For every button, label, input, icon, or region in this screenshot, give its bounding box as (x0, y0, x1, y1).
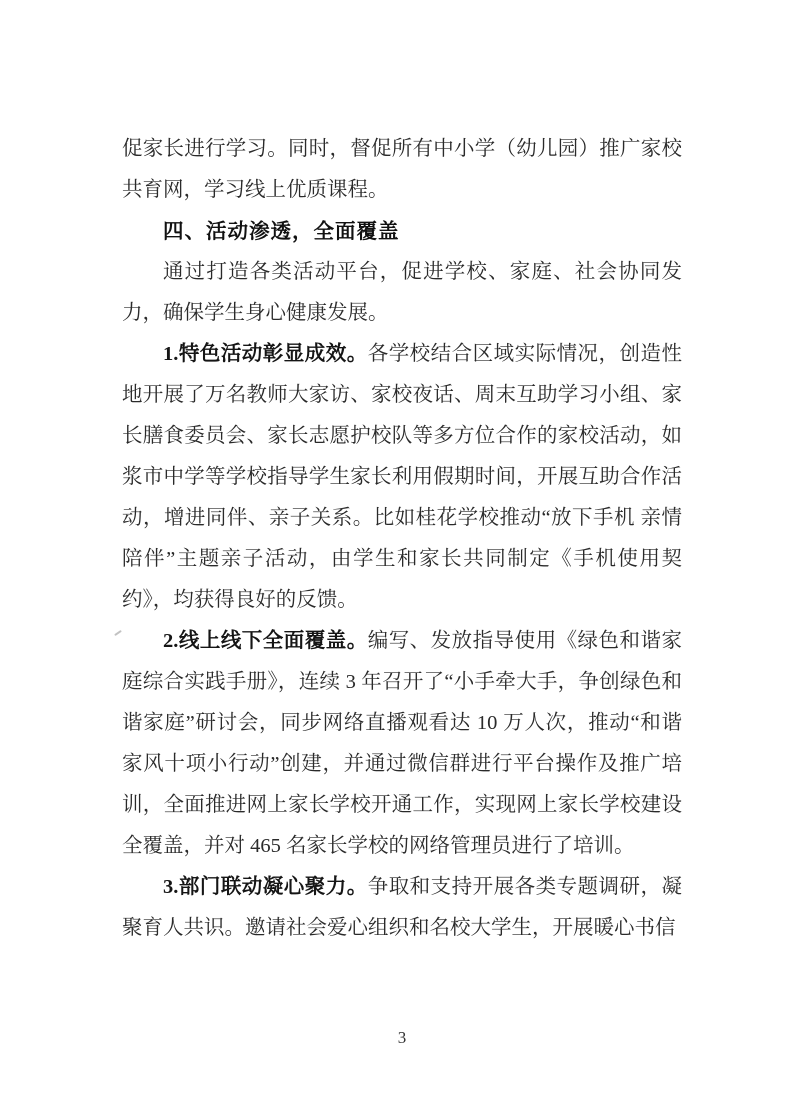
page-footer (122, 1028, 682, 1048)
section-heading: 四、活动渗透，全面覆盖 (163, 220, 400, 243)
paragraph-lead: 3.部门联动凝心聚力。 (163, 876, 368, 898)
text-block (122, 129, 682, 949)
paragraph-lead: 1.特色活动彰显成效。 (163, 343, 368, 365)
page-number: 3 (397, 1028, 407, 1047)
scan-speck (114, 630, 122, 636)
paragraph (122, 334, 682, 621)
paragraph (122, 621, 682, 867)
paragraph: 通过打造各类活动平台，促进学校、家庭、社会协同发力，确保学生身心健康发展。 (122, 261, 682, 324)
paragraph-text: 编写、发放指导使用《绿色和谐家庭综合实践手册》，连续 3 年召开了“小手牵大手，争创绿色和谐家庭”研讨会，同步网络直播观看达 10 万人次，推动“和谐家风十项小行动”创建，并通过微信群进行平台操作及推广培训，全面推进网上家长学校开通工作，实现网上家长学校建设全覆盖，并对 465 名家长学校的网络管理员进行了培训。 (122, 630, 682, 857)
paragraph-text: 争取和支持开展各类专题调研，凝聚育人共识。邀请社会爱心组织和名校大学生，开展暖心书信 (122, 876, 682, 939)
paragraph (122, 867, 682, 949)
paragraph-lead: 2.线上线下全面覆盖。 (163, 630, 368, 652)
paragraph-text: 各学校结合区域实际情况，创造性地开展了万名教师大家访、家校夜话、周末互助学习小组、家长膳食委员会、家长志愿护校队等多方位合作的家校活动，如浆市中学等学校指导学生家长利用假期时间，开展互助合作活动，增进同伴、亲子关系。比如桂花学校推动“放下手机 亲情陪伴”主题亲子活动，由学生和家长共同制定《手机使用契约》，均获得良好的反馈。 (122, 343, 682, 611)
paragraph-continuation: 促家长进行学习。同时，督促所有中小学（幼儿园）推广家校共育网，学习线上优质课程。 (122, 138, 682, 201)
